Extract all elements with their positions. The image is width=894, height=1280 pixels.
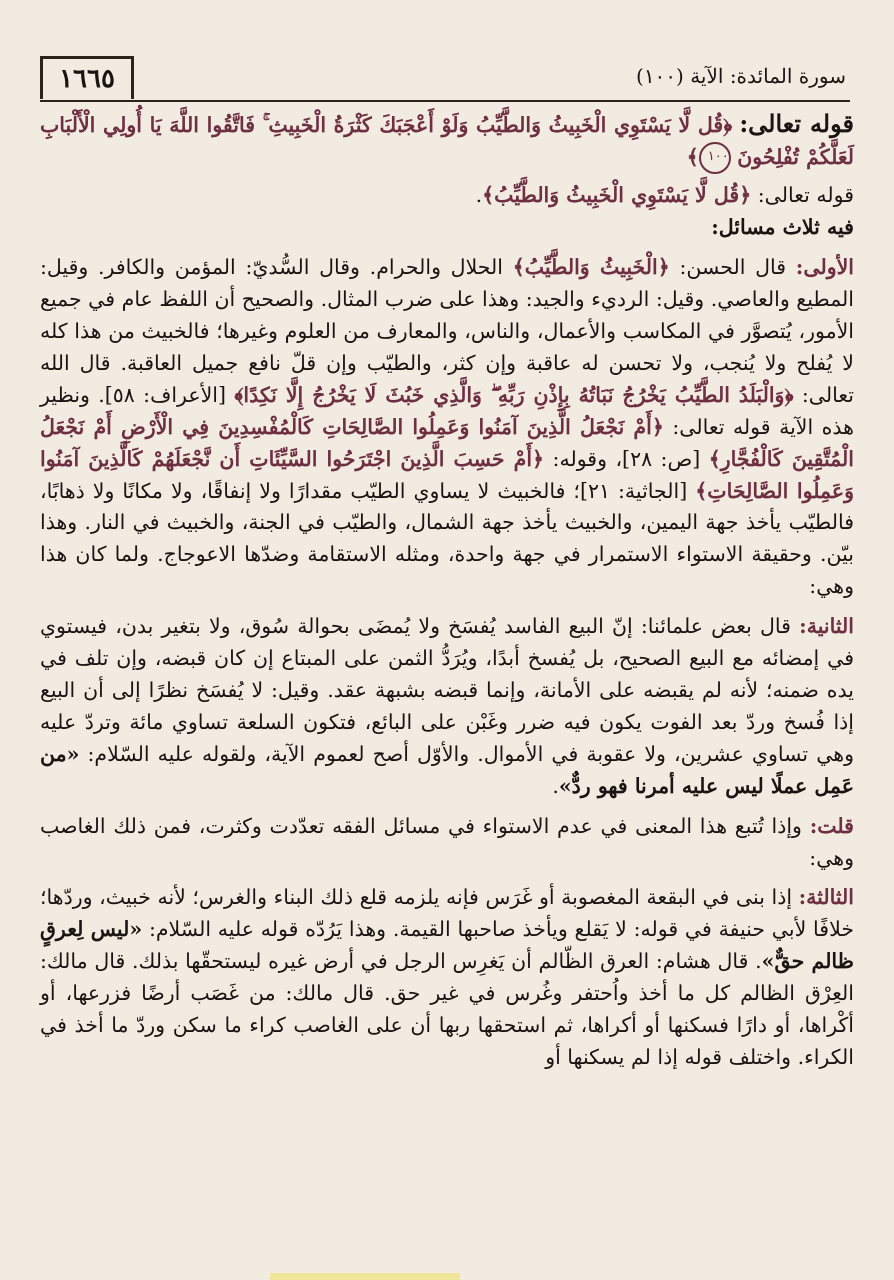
first-quote-2: ﴿وَالْبَلَدُ الطَّيِّبُ يَخْرُجُ نَبَاتُهُ بِإِذْنِ رَبِّهِ ۖ وَالَّذِي خَبُثَ لَا يَخْرُجُ إِلَّا نَكِدًا﴾ xyxy=(234,382,794,407)
first-text-d: [ص: ٢٨]، وقوله: xyxy=(552,446,701,471)
third-issue-paragraph xyxy=(40,882,854,1073)
page-header xyxy=(40,58,850,102)
verse-lead: قوله تعالى: xyxy=(739,109,854,138)
verse-text: ﴿قُل لَّا يَسْتَوِي الْخَبِيثُ وَالطَّيِّبُ وَلَوْ أَعْجَبَكَ كَثْرَةُ الْخَبِيثِ ۚ فَاتَّقُوا اللَّهَ يَا أُولِي الْأَلْبَابِ لَعَلَّكُمْ تُفْلِحُونَ xyxy=(40,113,854,169)
running-title: سورة المائدة: الآية (١٠٠) xyxy=(636,64,846,88)
third-issue-label: الثالثة: xyxy=(798,885,854,910)
first-text-b: الحلال والحرام. وقال السُّديّ: المؤمن والكافر. وقيل: المطيع والعاصي. وقيل: الرديء والجيد: وهذا على ضرب المثال. والصحيح أن اللفظ عام في جميع الأمور، يُتصوَّر في المكاسب والأعمال، والناس، والمعارف من العلوم وغيرها؛ فالخبيث من هذا كله لا يُفلح ولا يُنجب، ولا تحسن له عاقبة وإن كثر، والطيّب وإن قلّ نافع جميل العاقبة. قال الله تعالى: xyxy=(40,255,854,407)
second-tail: . xyxy=(552,773,559,798)
second-hadith: «من عَمِل عملًا ليس عليه أمرنا فهو ردٌّ» xyxy=(40,741,854,798)
third-text-b: . قال هشام: العرق الظّالم أن يَغرِس الرجل في أرض غيره ليستحقّها بذلك. قال مالك: العِرْق الظالم كل ما أخذ واُحتفر وغُرس في غير حق. قال مالك: من غَصَب أرضًا فزرعها، أو أكْراها، أو دارًا فسكنها أو أكراها، ثم استحقها ربها أن على الغاصب كراء ما سكن وردّ ما أخذ في الكراء. واختلف قوله إذا لم يسكنها أو xyxy=(40,949,854,1069)
first-text-a: قال الحسن: xyxy=(679,255,787,280)
second-text: قال بعض علمائنا: إنّ البيع الفاسد يُفسَخ ولا يُمضَى بحوالة سُوق، ولا بتغير بدن، فيستوي في إمضائه مع البيع الصحيح، بل يُفسخ أبدًا، ويُرَدُّ الثمن على المبتاع إن كان قبضه، وإن تلف في يده ضمنه؛ لأنه لم يقبضه على الأمانة، وإنما قبضه بشبهة عقد. وقيل: لا يُفسَخ نظرًا إلى أن البيع إذا فُسخ وردّ بعد الفوت يكون فيه ضرر وغَبْن على البائع، فتكون السلعة تساوي مائة وتردّ عليه وهي تساوي عشرين، ولا عقوبة في الأموال. والأوّل أصح لعموم الآية، ولقوله عليه السّلام: xyxy=(40,614,854,766)
intro-paragraph xyxy=(40,180,854,212)
masail-heading: فيه ثلاث مسائل: xyxy=(711,215,854,240)
first-quote-3: ﴿أَمْ نَجْعَلُ الَّذِينَ آمَنُوا وَعَمِلُوا الصَّالِحَاتِ كَالْمُفْسِدِينَ فِي الْأَرْضِ أَمْ نَجْعَلُ الْمُتَّقِينَ كَالْفُجَّارِ﴾ xyxy=(40,414,854,471)
first-issue-paragraph xyxy=(40,252,854,603)
intro-tail: . xyxy=(475,183,483,208)
verse-paragraph xyxy=(40,108,854,174)
first-text-c: [الأعراف: ٥٨]. ونظير هذه الآية قوله تعالى: xyxy=(40,382,854,439)
qultu-paragraph xyxy=(40,811,854,875)
third-text-a: إذا بنى في البقعة المغصوبة أو غَرَس فإنه يلزمه قلع ذلك البناء والغرس؛ لأنه خبيث، وردّها؛ خلافًا لأبي حنيفة في قوله: لا يَقلع ويأخذ صاحبها القيمة. وهذا يَرُدّه قوله عليه السّلام: xyxy=(40,885,855,942)
qultu-label: قلت: xyxy=(809,813,854,838)
intro-label: قوله تعالى: xyxy=(757,183,854,208)
page-body xyxy=(40,108,854,1074)
first-issue-label: الأولى: xyxy=(795,255,854,280)
page-number: ١٦٦٥ xyxy=(40,56,134,99)
highlight-stain xyxy=(270,1273,460,1280)
verse-number-icon: ١٠٠ xyxy=(699,142,731,174)
intro-quote: ﴿قُل لَّا يَسْتَوِي الْخَبِيثُ وَالطَّيِّبُ﴾ xyxy=(482,183,752,208)
first-quote-1: ﴿الْخَبِيثُ وَالطَّيِّبُ﴾ xyxy=(512,255,670,280)
second-issue-label: الثانية: xyxy=(799,614,854,639)
third-hadith: «ليس لِعرقٍ ظالم حقٌّ» xyxy=(40,917,854,974)
second-issue-paragraph xyxy=(40,611,854,802)
first-quote-4: ﴿أَمْ حَسِبَ الَّذِينَ اجْتَرَحُوا السَّيِّئَاتِ أَن نَّجْعَلَهُمْ كَالَّذِينَ آمَنُوا وَعَمِلُوا الصَّالِحَاتِ﴾ xyxy=(40,446,854,503)
qultu-text: وإذا تُتبع هذا المعنى في عدم الاستواء في مسائل الفقه تعدّدت وكثرت، فمن ذلك الغاصب وهي: xyxy=(40,813,854,870)
verse-close: ﴾ xyxy=(686,144,699,169)
first-text-e: [الجاثية: ٢١]؛ فالخبيث لا يساوي الطيّب مقدارًا ولا إنفاقًا، ولا مكانًا ولا ذهابًا، فالطيّب يأخذ جهة اليمين، والخبيث يأخذ جهة الشمال، والطيّب في الجنة، والخبيث في النار. وهذا بيّن. وحقيقة الاستواء الاستمرار في جهة واحدة، ومثله الاستقامة وضدّها الاعوجاج. ولما كان هذا وهي: xyxy=(40,478,854,599)
